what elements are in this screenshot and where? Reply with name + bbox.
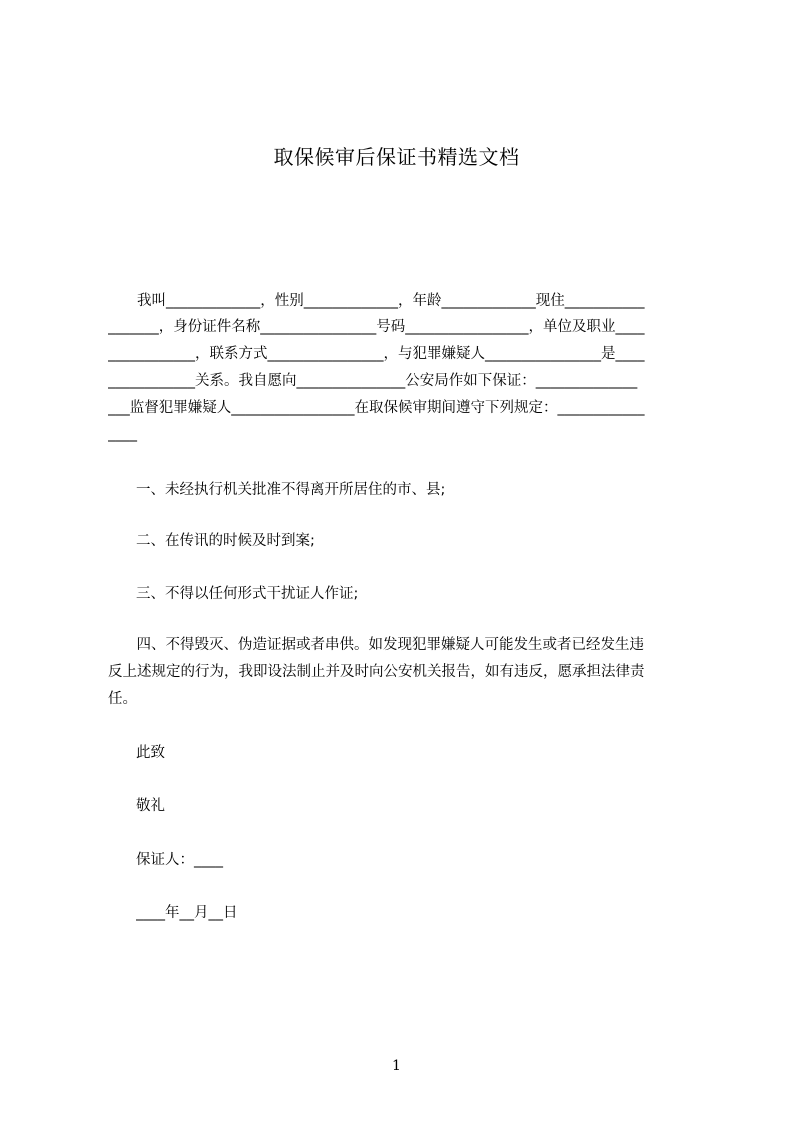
guarantor-signature-line: 保证人：____: [136, 852, 223, 868]
pledge-line: ___监督犯罪嫌疑人_________________在取保候审期间遵守下列规定：____________: [108, 400, 645, 416]
rule-4-line: 四、不得毁灭、伪造证据或者串供。如发现犯罪嫌疑人可能发生或者已经发生违: [122, 637, 644, 653]
rule-3: 三、不得以任何形式干扰证人作证;: [136, 586, 359, 602]
page-number: 1: [392, 1058, 401, 1074]
respect-closing: 敬礼: [136, 798, 165, 814]
pledge-line: ____: [108, 426, 137, 442]
document-title: 取保候审后保证书精选文档: [273, 145, 520, 169]
rule-2: 二、在传讯的时候及时到案;: [136, 533, 315, 549]
salutation: 此致: [136, 745, 165, 761]
rule-4-line: 任。: [108, 691, 137, 707]
date-line: ____年__月__日: [136, 905, 238, 921]
pledge-line: _______，身份证件名称________________号码_________________，单位及职业____: [108, 319, 645, 335]
pledge-line: ____________，联系方式________________，与犯罪嫌疑人________________是____: [108, 346, 645, 362]
rule-4-line: 反上述规定的行为，我即设法制止并及时向公安机关报告，如有违反，愿承担法律责: [108, 664, 645, 680]
pledge-line: ____________关系。我自愿向_______________公安局作如下保证：______________: [108, 373, 638, 389]
pledge-line: 我叫_____________，性别_____________，年龄_____________现住___________: [108, 293, 645, 309]
rule-1: 一、未经执行机关批准不得离开所居住的市、县;: [136, 482, 446, 498]
